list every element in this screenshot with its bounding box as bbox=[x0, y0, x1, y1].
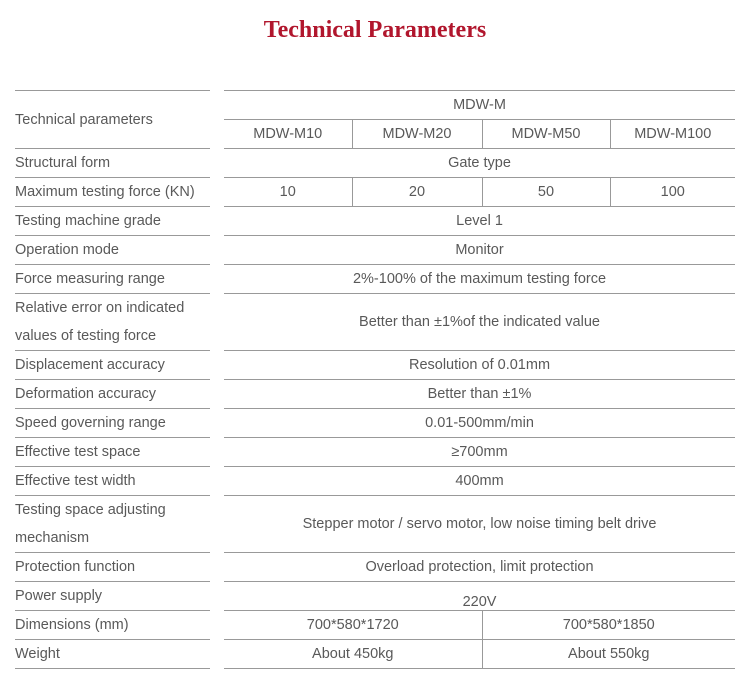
row-value bbox=[224, 582, 735, 611]
row-value: About 450kg bbox=[224, 640, 482, 669]
table-row bbox=[15, 207, 735, 236]
row-label: Force measuring range bbox=[15, 265, 210, 294]
model-header: MDW-M20 bbox=[352, 120, 482, 149]
row-value: 400mm bbox=[224, 467, 735, 496]
table-row bbox=[15, 91, 735, 120]
model-header: MDW-M10 bbox=[224, 120, 352, 149]
row-value: Stepper motor / servo motor, low noise timing belt drive bbox=[224, 496, 735, 553]
row-label: Relative error on indicated values of testing force bbox=[15, 294, 210, 351]
row-label: Maximum testing force (KN) bbox=[15, 178, 210, 207]
row-value: About 550kg bbox=[482, 640, 735, 669]
column-gap bbox=[210, 496, 224, 553]
column-gap bbox=[210, 178, 224, 207]
table-row bbox=[15, 582, 735, 611]
table-row bbox=[15, 496, 735, 553]
table-row bbox=[15, 178, 735, 207]
row-label: Deformation accuracy bbox=[15, 380, 210, 409]
row-value: Overload protection, limit protection bbox=[224, 553, 735, 582]
model-header: MDW-M100 bbox=[610, 120, 735, 149]
column-gap bbox=[210, 91, 224, 149]
row-label: Effective test space bbox=[15, 438, 210, 467]
table-row bbox=[15, 640, 735, 669]
table-row bbox=[15, 236, 735, 265]
table-row bbox=[15, 294, 735, 351]
column-gap bbox=[210, 351, 224, 380]
row-label: Testing space adjusting mechanism bbox=[15, 496, 210, 553]
table-row bbox=[15, 265, 735, 294]
row-value: 50 bbox=[482, 178, 610, 207]
row-label: Effective test width bbox=[15, 467, 210, 496]
row-label: Structural form bbox=[15, 149, 210, 178]
column-gap bbox=[210, 467, 224, 496]
row-value: 2%-100% of the maximum testing force bbox=[224, 265, 735, 294]
row-value: Better than ±1% bbox=[224, 380, 735, 409]
row-label: Displacement accuracy bbox=[15, 351, 210, 380]
row-value: 700*580*1850 bbox=[482, 611, 735, 640]
power-supply-value: 220V bbox=[462, 594, 497, 610]
column-gap bbox=[210, 236, 224, 265]
row-value: 20 bbox=[352, 178, 482, 207]
column-gap bbox=[210, 409, 224, 438]
table-row bbox=[15, 380, 735, 409]
column-gap bbox=[210, 582, 224, 611]
row-label: Testing machine grade bbox=[15, 207, 210, 236]
row-value: Level 1 bbox=[224, 207, 735, 236]
column-gap bbox=[210, 207, 224, 236]
technical-parameters-table bbox=[15, 90, 735, 669]
row-value: ≥700mm bbox=[224, 438, 735, 467]
page-title: Technical Parameters bbox=[263, 17, 487, 43]
row-value: Better than ±1%of the indicated value bbox=[224, 294, 735, 351]
row-label: Protection function bbox=[15, 553, 210, 582]
row-label: Operation mode bbox=[15, 236, 210, 265]
table-row bbox=[15, 467, 735, 496]
column-gap bbox=[210, 611, 224, 640]
column-gap bbox=[210, 380, 224, 409]
row-value: 700*580*1720 bbox=[224, 611, 482, 640]
table-row bbox=[15, 351, 735, 380]
row-value: 10 bbox=[224, 178, 352, 207]
column-gap bbox=[210, 149, 224, 178]
row-value: 0.01-500mm/min bbox=[224, 409, 735, 438]
table-row bbox=[15, 149, 735, 178]
table-row bbox=[15, 611, 735, 640]
row-value: Gate type bbox=[224, 149, 735, 178]
row-value: 100 bbox=[610, 178, 735, 207]
row-value: Monitor bbox=[224, 236, 735, 265]
group-header: MDW-M bbox=[224, 91, 735, 120]
column-gap bbox=[210, 294, 224, 351]
column-gap bbox=[210, 265, 224, 294]
column-gap bbox=[210, 438, 224, 467]
table-row bbox=[15, 438, 735, 467]
model-header: MDW-M50 bbox=[482, 120, 610, 149]
corner-label: Technical parameters bbox=[15, 91, 210, 149]
table-row bbox=[15, 553, 735, 582]
row-value: Resolution of 0.01mm bbox=[224, 351, 735, 380]
column-gap bbox=[210, 640, 224, 669]
row-label: Power supply bbox=[15, 582, 210, 611]
row-label: Speed governing range bbox=[15, 409, 210, 438]
column-gap bbox=[210, 553, 224, 582]
row-label: Weight bbox=[15, 640, 210, 669]
table-row bbox=[15, 409, 735, 438]
row-label: Dimensions (mm) bbox=[15, 611, 210, 640]
